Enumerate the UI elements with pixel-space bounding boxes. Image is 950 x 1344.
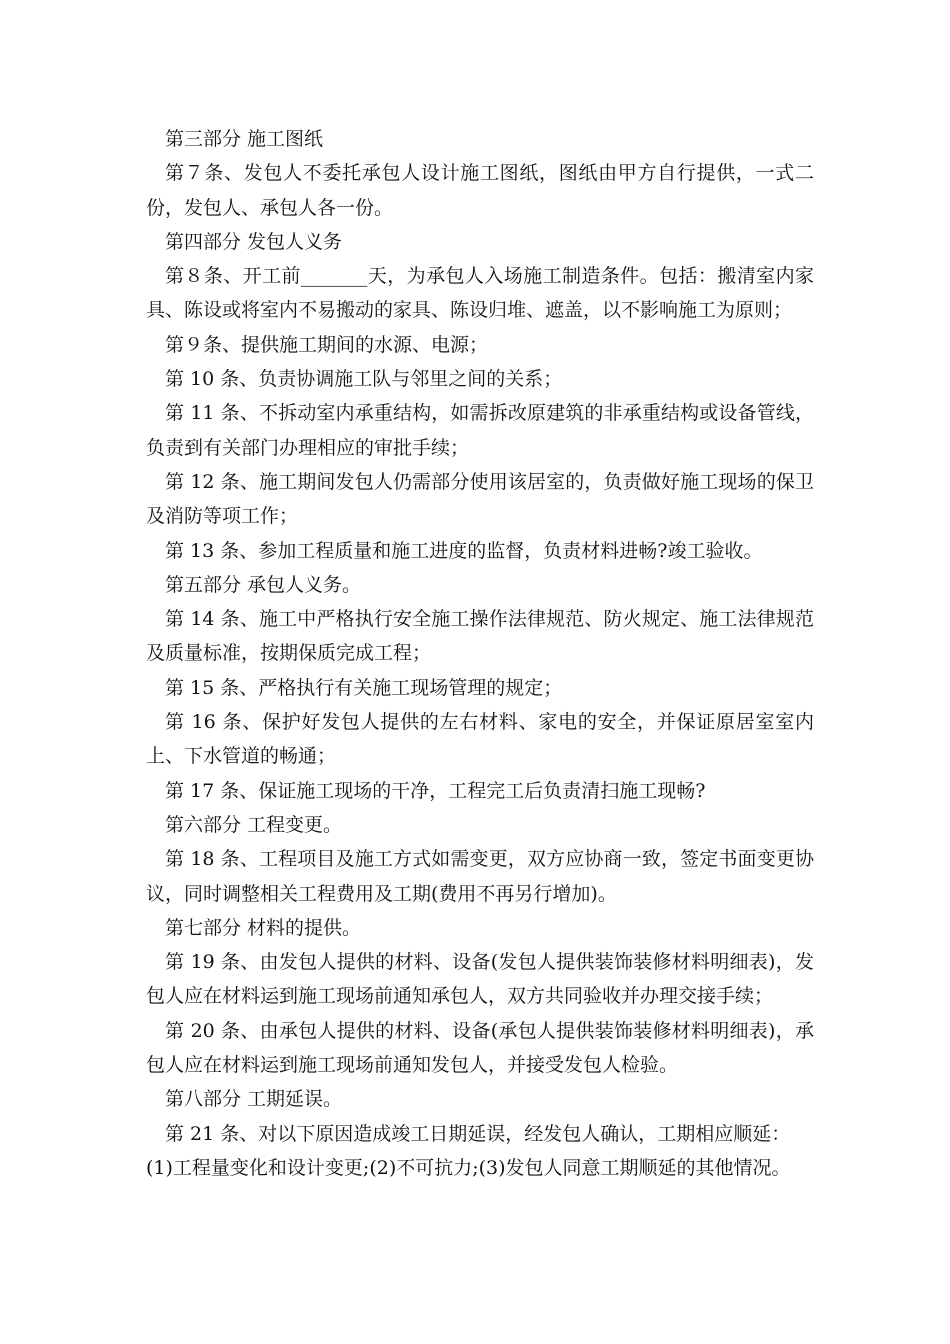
clause-8: 第８条、开工前_______天，为承包人入场施工制造条件。包括：搬清室内家具、陈设或将室内不易搬动的家具、陈设归堆、遮盖，以不影响施工为原则；: [146, 265, 814, 322]
clause-16: 第 16 条、保护好发包人提供的左右材料、家电的安全，并保证原居室室内上、下水管道的畅通；: [146, 711, 814, 768]
section-heading-part-6: 第六部分 工程变更。: [165, 813, 343, 836]
clause-21: 第 21 条、对以下原因造成竣工日期延误，经发包人确认，工期相应顺延：: [165, 1122, 791, 1145]
clause-19: 第 19 条、由发包人提供的材料、设备(发包人提供装饰装修材料明细表)，发包人应在材料运到施工现场前通知承包人，双方共同验收并办理交接手续；: [146, 951, 814, 1008]
clause-21-items: (1)工程量变化和设计变更;(2)不可抗力;(3)发包人同意工期顺延的其他情况。: [146, 1156, 791, 1179]
clause-13: 第 13 条、参加工程质量和施工进度的监督，负责材料进畅?竣工验收。: [165, 539, 763, 562]
section-heading-part-3: 第三部分 施工图纸: [165, 128, 324, 150]
clause-14: 第 14 条、施工中严格执行安全施工操作法律规范、防火规定、施工法律规范及质量标准，按期保质完成工程；: [146, 608, 814, 665]
clause-7: 第７条、发包人不委托承包人设计施工图纸，图纸由甲方自行提供，一式二份，发包人、承包人各一份。: [146, 162, 814, 219]
document-page: [146, 122, 814, 1185]
clause-15: 第 15 条、严格执行有关施工现场管理的规定；: [165, 676, 563, 699]
clause-20: 第 20 条、由承包人提供的材料、设备(承包人提供装饰装修材料明细表)，承包人应在材料运到施工现场前通知发包人，并接受发包人检验。: [146, 1019, 814, 1077]
section-heading-part-7: 第七部分 材料的提供。: [165, 916, 362, 939]
clause-12: 第 12 条、施工期间发包人仍需部分使用该居室的，负责做好施工现场的保卫及消防等项工作；: [146, 470, 814, 528]
clause-10: 第 10 条、负责协调施工队与邻里之间的关系；: [165, 368, 563, 391]
section-heading-part-8: 第八部分 工期延误。: [165, 1088, 343, 1111]
clause-11: 第 11 条、不拆动室内承重结构，如需拆改原建筑的非承重结构或设备管线，负责到有关部门办理相应的审批手续；: [146, 402, 814, 459]
clause-17: 第 17 条、保证施工现场的干净，工程完工后负责清扫施工现畅?: [165, 779, 706, 802]
clause-18: 第 18 条、工程项目及施工方式如需变更，双方应协商一致，签定书面变更协议，同时调整相关工程费用及工期(费用不再另行增加)。: [146, 848, 814, 905]
section-heading-part-5: 第五部分 承包人义务。: [165, 573, 362, 596]
clause-9: 第９条、提供施工期间的水源、电源；: [165, 333, 489, 356]
section-heading-part-4: 第四部分 发包人义务: [165, 230, 343, 253]
